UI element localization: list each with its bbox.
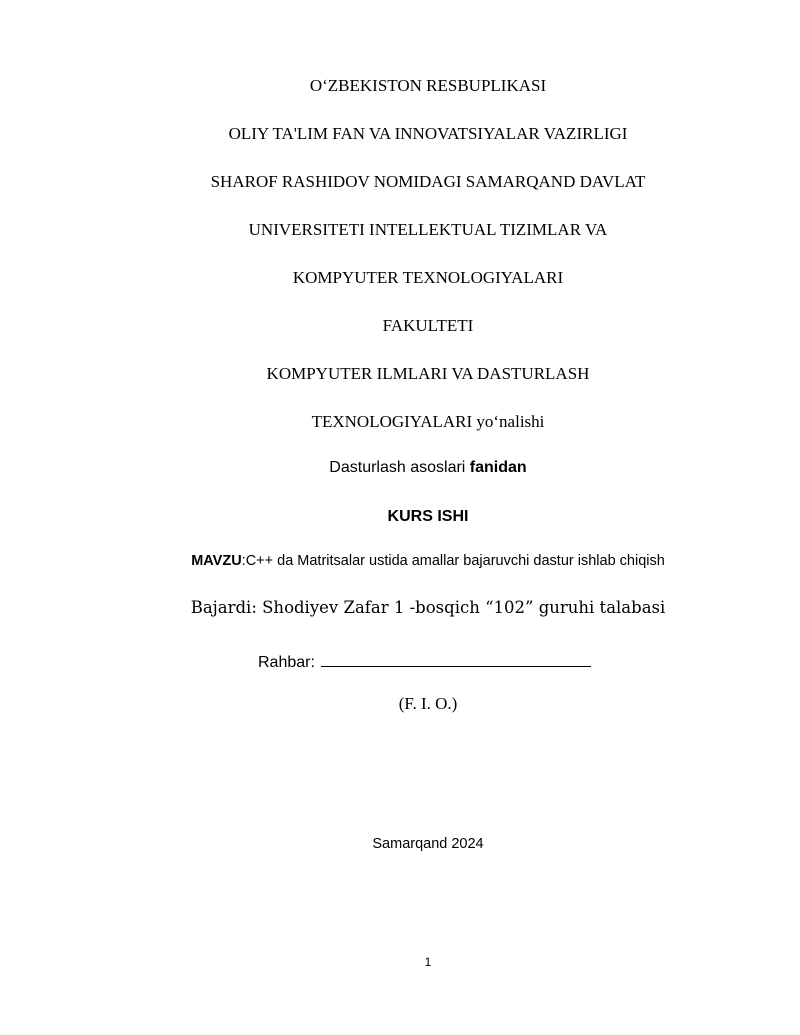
subject-suffix: fanidan: [469, 459, 527, 476]
supervisor-line: [258, 648, 591, 672]
header-line-university-1: SHAROF RASHIDOV NOMIDAGI SAMARQAND DAVLAT: [210, 172, 646, 191]
header-line-faculty-1: KOMPYUTER TEXNOLOGIYALARI: [292, 268, 564, 287]
topic-label: MAVZU: [191, 553, 242, 569]
topic-text: :C++ da Matritsalar ustida amallar bajaruvchi dastur ishlab chiqish: [241, 553, 665, 569]
header-line-direction-1: KOMPYUTER ILMLARI VA DASTURLASH: [266, 364, 590, 383]
supervisor-label: Rahbar:: [258, 654, 320, 671]
header-line-ministry: OLIY TA'LIM FAN VA INNOVATSIYALAR VAZIRLIGI: [228, 124, 628, 143]
place-year: Samarqand 2024: [372, 836, 484, 852]
supervisor-blank: [321, 648, 591, 667]
page-number: 1: [424, 955, 432, 969]
subject-name: Dasturlash asoslari: [329, 459, 470, 476]
header-line-country: O‘ZBEKISTON RESBUPLIKASI: [309, 76, 547, 95]
header-line-faculty-2: FAKULTETI: [382, 316, 474, 335]
performer-line: Bajardi: Shodiyev Zafar 1 -bosqich “102” guruhi talabasi: [190, 598, 666, 617]
subject-line: [0, 459, 800, 477]
header-line-university-2: UNIVERSITETI INTELLEKTUAL TIZIMLAR VA: [248, 220, 608, 239]
work-type-title: KURS ISHI: [387, 508, 469, 525]
topic-line: [0, 553, 800, 569]
header-line-direction-2: TEXNOLOGIYALARI yo‘nalishi: [311, 412, 545, 431]
fio-caption: (F. I. O.): [398, 694, 458, 713]
